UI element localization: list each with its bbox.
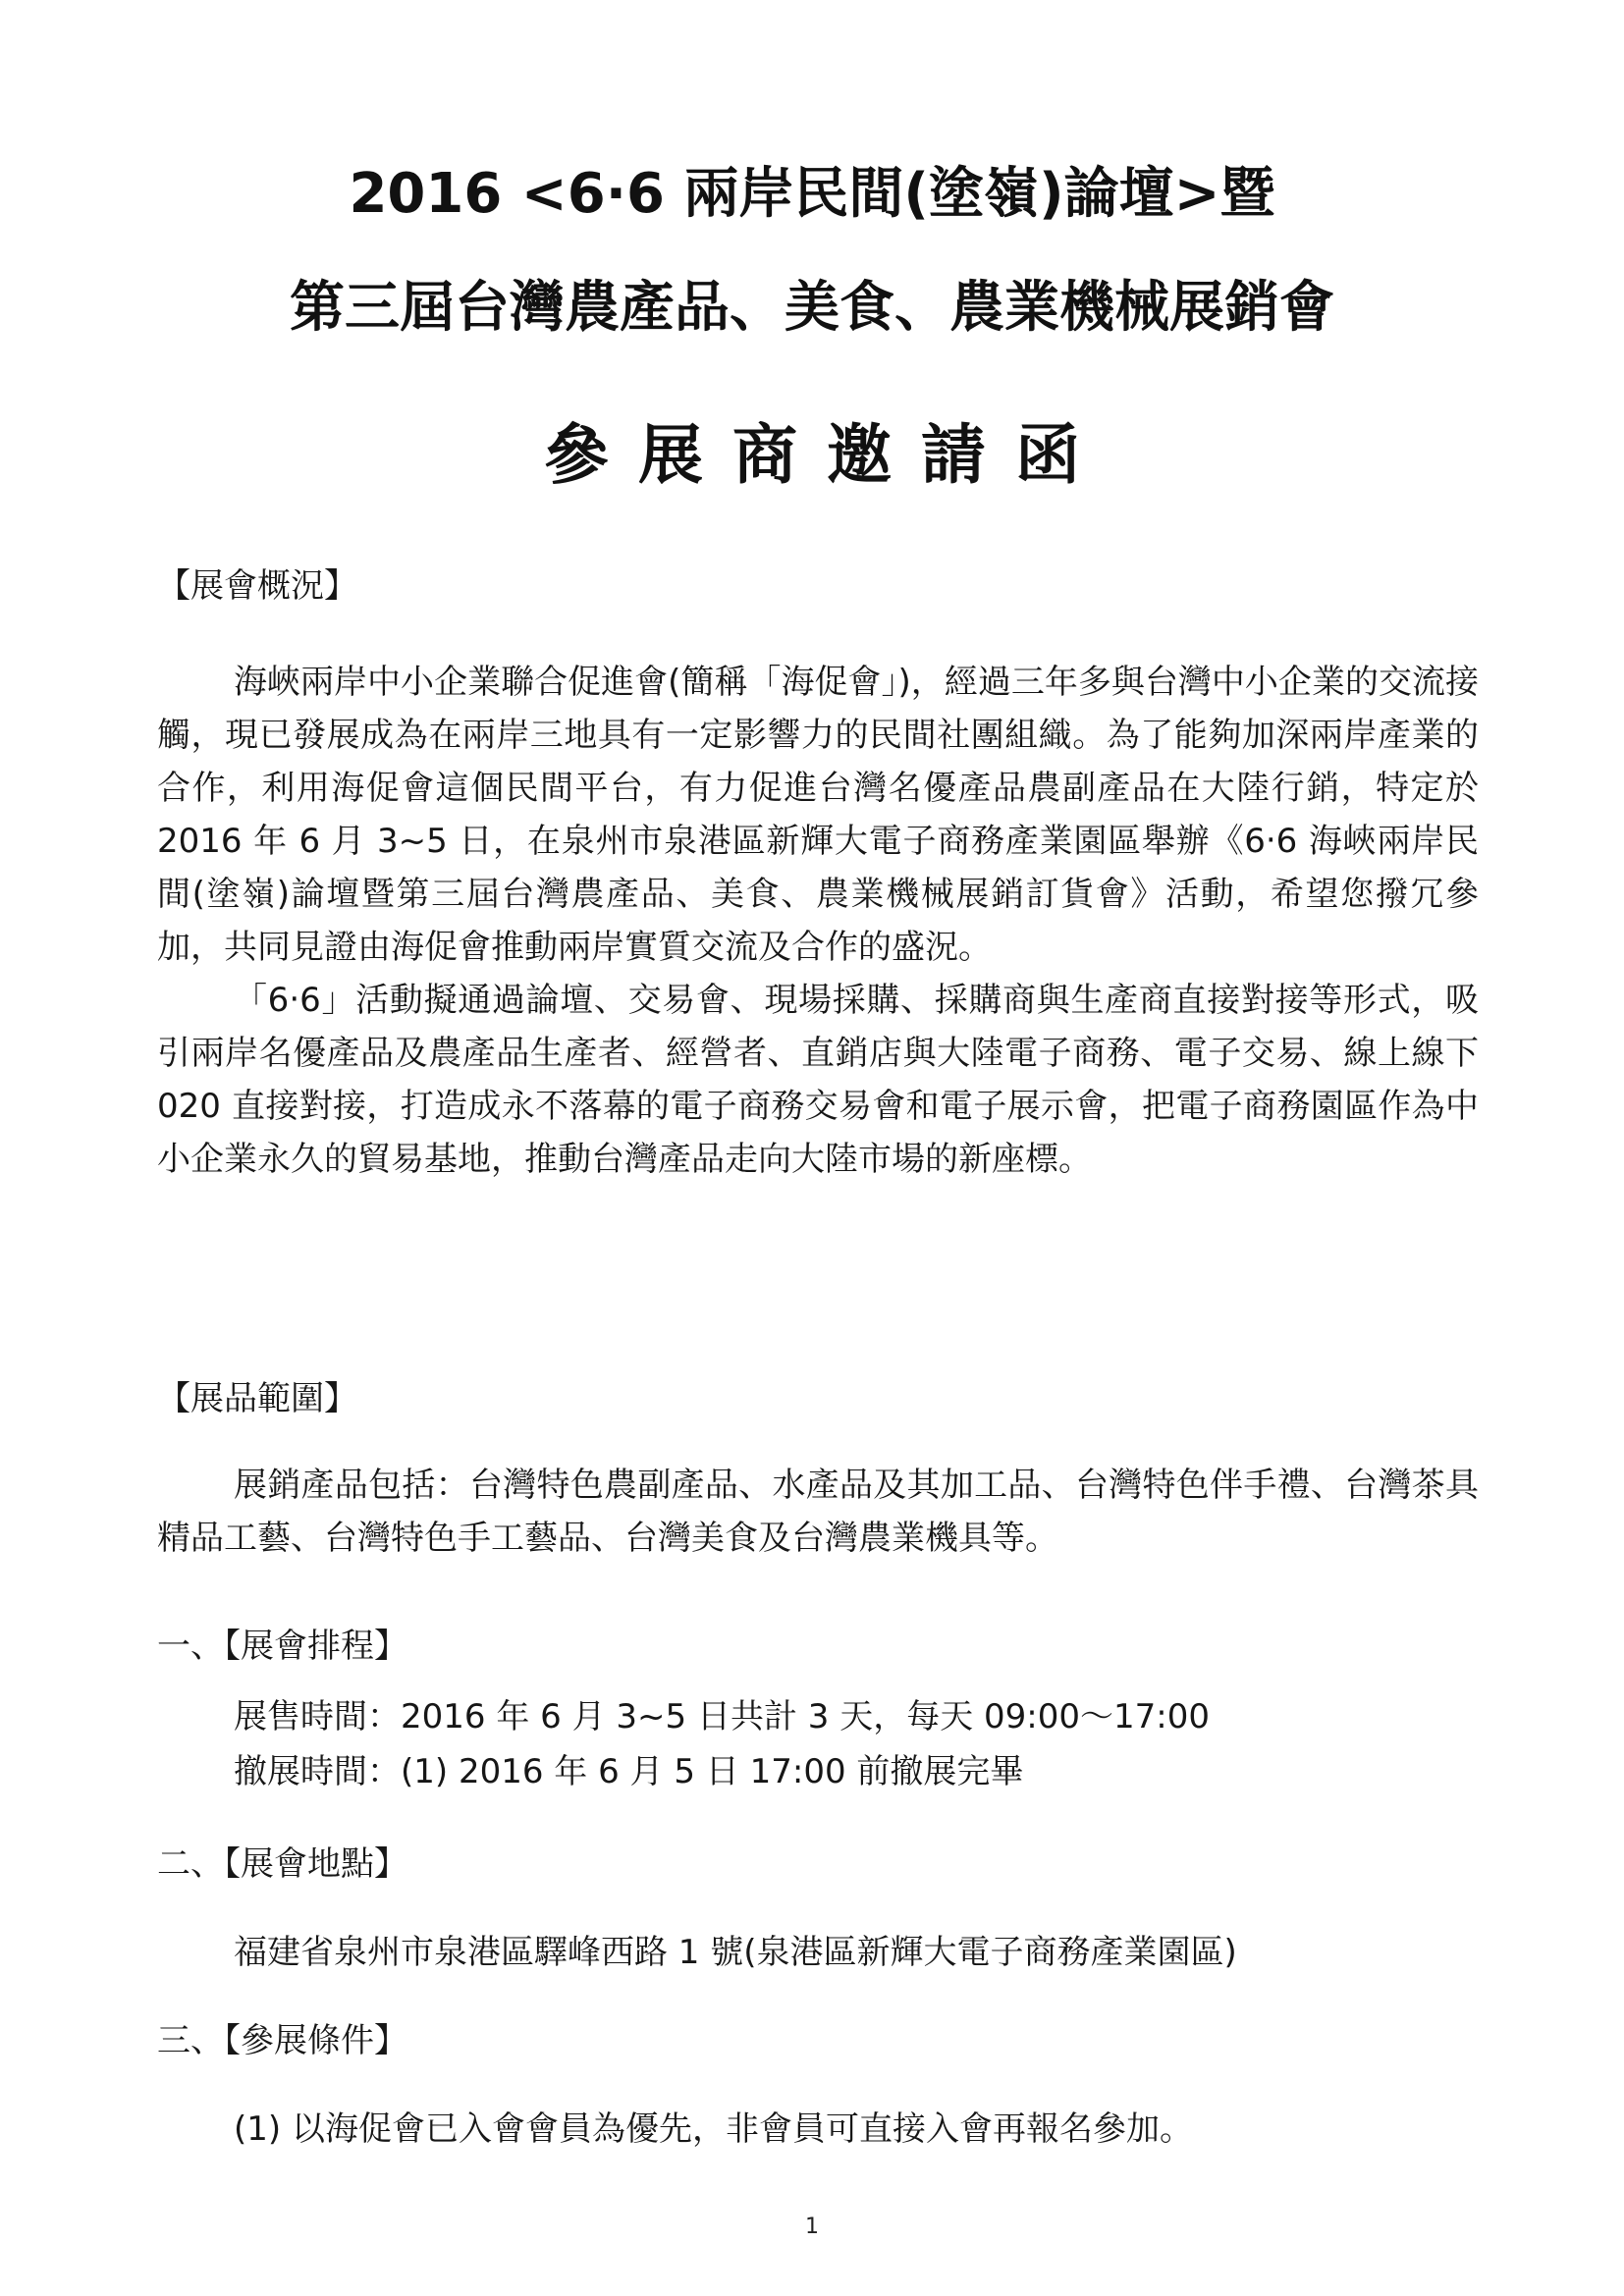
document-title-line-1: 2016 <6·6 兩岸民間(塗嶺)論壇>暨 xyxy=(349,162,1275,226)
conditions-item-1: (1) 以海促會已入會會員為優先，非會員可直接入會再報名參加。 xyxy=(234,2109,1193,2149)
overview-paragraph-2: 「6‧6」活動擬通過論壇、交易會、現場採購、採購商與生產商直接對接等形式，吸引兩岸名優產品及農產品生產者、經營者、直銷店與大陸電子商務、電子交易、線上線下 020 直接對接，打造成永不落幕的電子商務交易會和電子展示會，把電子商務園區作為中小企業永久的貿易基地，推動台灣產品走向大陸市場的新座標。 xyxy=(157,981,1479,1179)
overview-paragraph-1: 海峽兩岸中小企業聯合促進會(簡稱「海促會」)，經過三年多與台灣中小企業的交流接觸，現已發展成為在兩岸三地具有一定影響力的民間社團組織。為了能夠加深兩岸產業的合作，利用海促會這個民間平台，有力促進台灣名優產品農副產品在大陸行銷，特定於 2016 年 6 月 3~5 日，在泉州市泉港區新輝大電子商務產業園區舉辦《6‧6 海峽兩岸民間(塗嶺)論壇暨第三屆台灣農產品、美食、農業機械展銷訂貨會》活動，希望您撥冗參加，共同見證由海促會推動兩岸實質交流及合作的盛況。 xyxy=(157,663,1479,967)
schedule-sale-time: 展售時間：2016 年 6 月 3~5 日共計 3 天，每天 09:00～17:00 xyxy=(234,1697,1210,1736)
section-label-location: 二、【展會地點】 xyxy=(157,1844,407,1884)
overview-body xyxy=(157,656,1479,1186)
page-number: 1 xyxy=(805,2215,819,2239)
products-body xyxy=(157,1459,1479,1565)
document-title-line-2: 第三屆台灣農產品、美食、農業機械展銷會 xyxy=(290,276,1334,340)
schedule-removal-time: 撤展時間：(1) 2016 年 6 月 5 日 17:00 前撤展完畢 xyxy=(234,1752,1024,1791)
section-label-schedule: 一、【展會排程】 xyxy=(157,1627,407,1666)
section-label-overview: 【展會概況】 xyxy=(157,566,357,606)
document-heading: 參展商邀請函 xyxy=(544,417,1110,493)
products-paragraph: 展銷產品包括：台灣特色農副產品、水產品及其加工品、台灣特色伴手禮、台灣茶具精品工藝、台灣特色手工藝品、台灣美食及台灣農業機具等。 xyxy=(157,1466,1479,1558)
location-address: 福建省泉州市泉港區驛峰西路 1 號(泉港區新輝大電子商務產業園區) xyxy=(234,1933,1237,1972)
section-label-products: 【展品範圍】 xyxy=(157,1379,357,1418)
section-label-conditions: 三、【參展條件】 xyxy=(157,2021,407,2060)
